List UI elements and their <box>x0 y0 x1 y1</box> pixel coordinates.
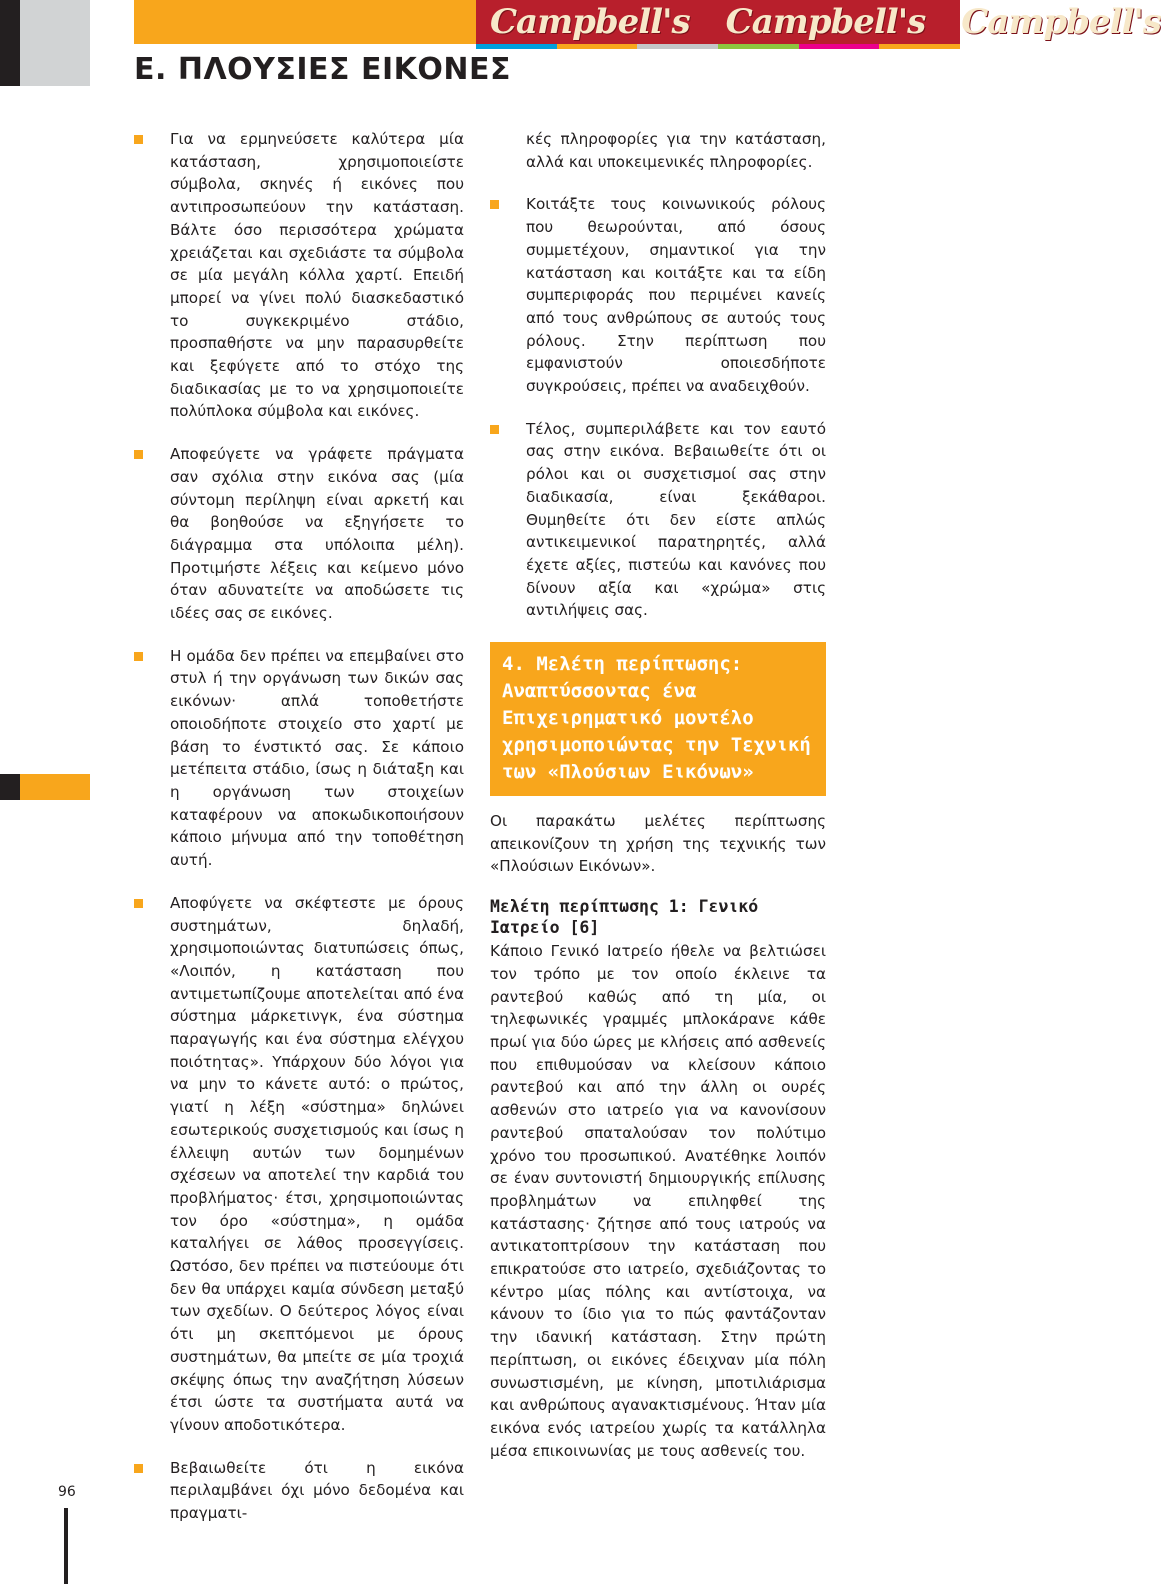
bullet-item <box>490 193 826 397</box>
bullet-text: Αποφύγετε να σκέφτεστε με όρους συστημάτων, δηλαδή, χρησιμοποιώντας διατυπώσεις όπως, «Λοιπόν, η κατάσταση που αντιμετωπίζουμε αποτελείται από ένα σύστημα μάρκετινγκ, ένα σύστημα παραγωγής και ένα σύστημα ελέγχου ποιότητας». Υπάρχουν δύο λόγοι για να μην το κάνετε αυτό: ο πρώτος, γιατί η λέξη «σύστημα» δηλώνει εσωτερικούς συσχετισμούς και ίσως η έλλειψη αυτών των δομημένων σχέσεων να αποτελεί την καρδιά του προβλήματος· έτσι, χρησιμοποιώντας τον όρο «σύστημα», η ομάδα καταλήγει σε λάθος προσεγγίσεις. Ωστόσο, δεν πρέπει να πιστεύουμε ότι δεν θα υπάρχει καμία σύνδεση μεταξύ των σχεδίων. Ο δεύτερος λόγος είναι ότι μη σκεπτόμενοι με όρους συστημάτων, θα μπείτε σε μία τροχιά σκέψης όπως την αναζήτηση λύσεων έτσι ώστε τα συστήματα αυτά να γίνουν αποδοτικότερα. <box>170 893 464 1434</box>
case-study-heading-box: 4. Μελέτη περίπτωσης: Αναπτύσσοντας ένα Επιχειρηματικό μοντέλο χρησιμοποιώντας την Τεχνική των «Πλούσιων Εικόνων» <box>490 642 826 796</box>
color-bar <box>637 44 718 49</box>
footer-vertical-rule <box>64 1508 68 1584</box>
case-study-subheading: Μελέτη περίπτωσης 1: Γενικό Ιατρείο [6] <box>490 897 759 938</box>
bullet-text: Κοιτάξτε τους κοινωνικούς ρόλους που θεωρούνται, από όσους συμμετέχουν, σημαντικοί για την κατάσταση και κοιτάξτε και τα είδη συμπεριφοράς που περιμένει κανείς από τους ανθρώπους σε αυτούς τους ρόλους. Στην περίπτωση που εμφανιστούν οποιεσδήποτε συγκρούσεις, πρέπει να αναδειχθούν. <box>526 195 826 396</box>
color-bar <box>718 44 799 49</box>
header-logo-image <box>476 0 1161 44</box>
bullet-text: Αποφεύγετε να γράφετε πράγματα σαν σχόλια στην εικόνα σας (μία σύντομη περίληψη είναι αρκετή και θα βοηθούσε να εξηγήσετε το διάγραμμα στα υπόλοιπα μέλη). Προτιμήστε λέξεις και κείμενο μόνο όταν αδυνατείτε να αποδώσετε τις ιδέες σας σε εικόνες. <box>170 445 464 623</box>
bullet-text: Βεβαιωθείτε ότι η εικόνα περιλαμβάνει όχι μόνο δεδομένα και πραγματι- <box>170 1458 464 1523</box>
margin-orange-mark <box>20 774 90 800</box>
header-color-bars <box>476 44 960 49</box>
header-black-bar <box>0 0 20 86</box>
bullet-item <box>134 443 464 625</box>
bullet-square-icon <box>134 1464 143 1473</box>
case-intro-text: Οι παρακάτω μελέτες περίπτωσης απεικονίζουν τη χρήση της τεχνικής των «Πλούσιων Εικόνων». <box>490 812 826 876</box>
page-number: 96 <box>58 1484 76 1500</box>
left-column <box>134 128 464 1545</box>
header-orange-band <box>134 0 476 44</box>
bullet-square-icon <box>134 652 143 661</box>
continued-text: κές πληροφορίες για την κατάσταση, αλλά και υποκειμενικές πληροφορίες. <box>526 130 826 171</box>
bullet-square-icon <box>134 899 143 908</box>
bullet-item <box>134 892 464 1437</box>
header-grey-block <box>20 0 90 86</box>
section-title: Ε. ΠΛΟΥΣΙΕΣ ΕΙΚΟΝΕΣ <box>134 52 511 87</box>
logo-text-1: Campbell's <box>490 2 690 42</box>
color-bar <box>799 44 880 49</box>
right-column <box>490 128 826 1462</box>
color-bar <box>879 44 960 49</box>
case-study-body: Κάποιο Γενικό Ιατρείο ήθελε να βελτιώσει τον τρόπο με τον οποίο έκλεινε τα ραντεβού καθώς από τη μία, οι τηλεφωνικές γραμμές μπλοκάρανε κάθε πρωί για δύο ώρες με κλήσεις από ασθενείς που επιθυμούσαν να κλείσουν κάποιο ραντεβού και από την άλλη οι ουρές ασθενών στο ιατρείο για να κανονίσουν ραντεβού σπαταλούσαν τον πολύτιμο χρόνο του προσωπικού. Ανατέθηκε λοιπόν σε έναν συντονιστή δημιουργικής επίλυσης προβλημάτων να επιληφθεί της κατάστασης· ζήτησε από τους ιατρούς να αντικατοπτρίσουν την κατάσταση που επικρατούσε στο ιατρείο, σχεδιάζοντας το κέντρο μίας πόλης και αντίστοιχα, να κάνουν το ίδιο για το πώς φαντάζονταν την ιδανική κατάσταση. Στην πρώτη περίπτωση, οι εικόνες έδειχναν μία πόλη συνωστισμένη, με κίνηση, μποτιλιάρισμα και ανθρώπους αγανακτισμένους. Ήταν μία εικόνα ενός ιατρείου χωρίς τα κατάλληλα μέσα επικοινωνίας με τους ασθενείς του. <box>490 942 826 1460</box>
bullet-item <box>490 418 826 622</box>
bullet-item <box>134 128 464 423</box>
bullet-square-icon <box>490 425 499 434</box>
bullet-square-icon <box>134 450 143 459</box>
logo-text-3: Campbell's <box>961 2 1161 42</box>
logo-text-2: Campbell's <box>725 2 926 42</box>
bullet-square-icon <box>490 200 499 209</box>
bullet-item <box>134 1457 464 1525</box>
bullet-square-icon <box>134 135 143 144</box>
bullet-text: Τέλος, συμπεριλάβετε και τον εαυτό σας στην εικόνα. Βεβαιωθείτε ότι οι ρόλοι και οι συσχετισμοί σας στην διαδικασία, είναι ξεκάθαροι. Θυμηθείτε ότι δεν είστε απλώς αντικειμενικοί παρατηρητές, αλλά έχετε αξίες, πιστεύω και κανόνες που δίνουν αξία και «χρώμα» στις αντιλήψεις σας. <box>526 419 826 620</box>
color-bar <box>557 44 638 49</box>
margin-black-mark <box>0 774 20 800</box>
bullet-text: Για να ερμηνεύσετε καλύτερα μία κατάσταση, χρησιμοποιείστε σύμβολα, σκηνές ή εικόνες που αντιπροσωπεύουν την κατάσταση. Βάλτε όσο περισσότερα χρώματα χρειάζεται και σχεδιάστε τα σύμβολα σε μία μεγάλη κόλλα χαρτί. Επειδή μπορεί να γίνει πολύ διασκεδαστικό το συγκεκριμένο στάδιο, προσπαθήστε να μην παρασυρθείτε και ξεφύγετε από το στόχο της διαδικασίας με το να χρησιμοποιείτε πολύπλοκα σύμβολα και εικόνες. <box>170 130 464 421</box>
bullet-text: Η ομάδα δεν πρέπει να επεμβαίνει στο στυλ ή την οργάνωση των δικών σας εικόνων· απλά τοποθετήστε οποιοδήποτε στοιχείο στο χαρτί με βάση το ένστικτό σας. Σε κάποιο μετέπειτα στάδιο, ίσως η διάταξη και η οργάνωση των στοιχείων καταφέρουν να αποκωδικοποιήσουν κάποιο μήνυμα από την τοποθέτηση αυτή. <box>170 646 464 870</box>
bullet-item <box>134 645 464 872</box>
color-bar <box>476 44 557 49</box>
